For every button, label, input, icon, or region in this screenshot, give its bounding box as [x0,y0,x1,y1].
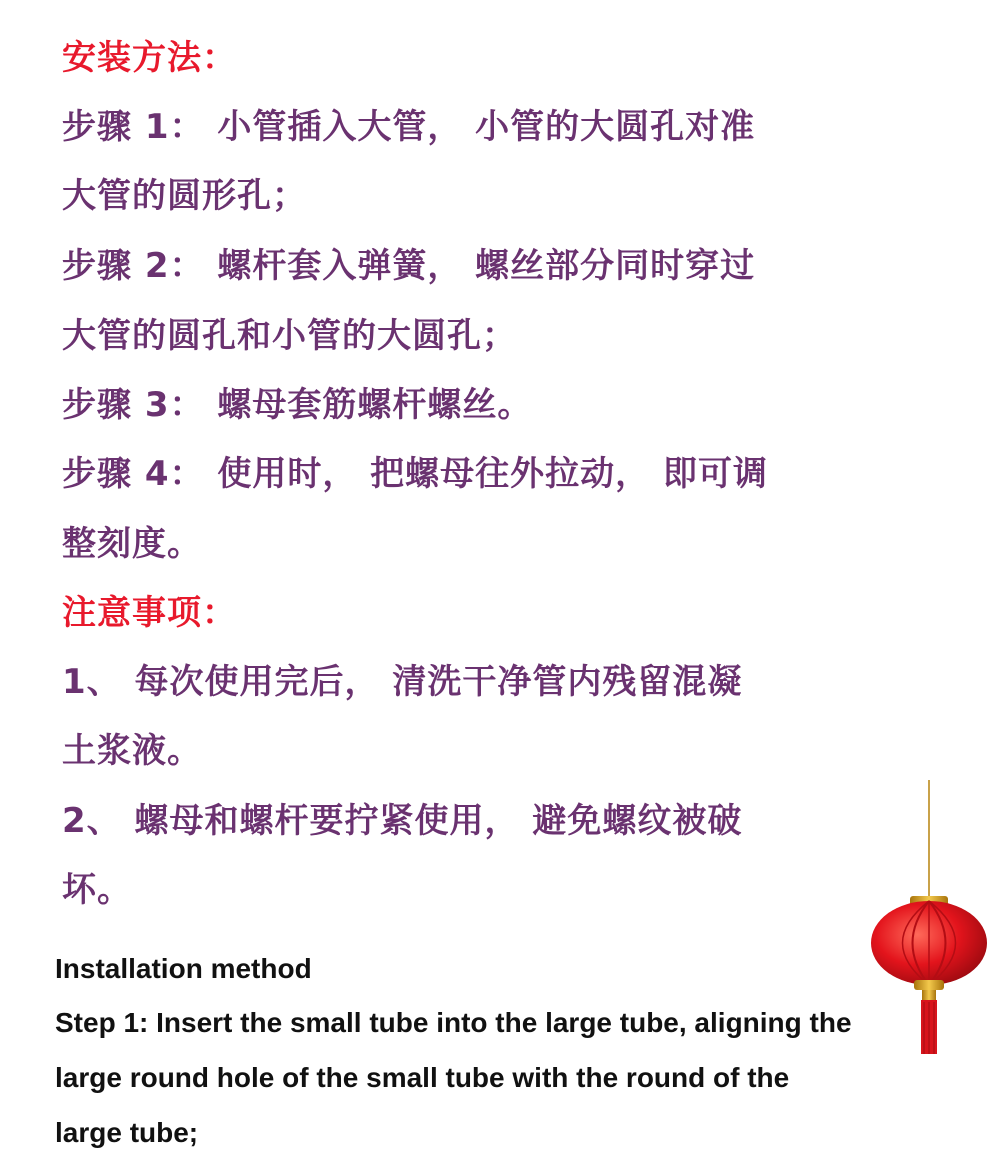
install-step-2-line-2: 大管的圆孔和小管的大圆孔； [62,316,517,356]
note-1-line-1: 1、 每次使用完后， 清洗干净管内残留混凝 [62,662,743,702]
english-heading: Installation method [55,953,312,984]
red-lantern-icon [866,780,990,1060]
install-step-4-line-2: 整刻度。 [62,524,202,564]
install-step-3: 步骤 3： 螺母套筋螺杆螺丝。 [62,385,533,425]
english-step-1-line-2: large round hole of the small tube with the round of the [55,1062,790,1093]
note-2-line-2: 坏。 [62,870,132,910]
note-1-line-2: 土浆液。 [62,731,202,771]
note-2-line-1: 2、 螺母和螺杆要拧紧使用， 避免螺纹被破 [62,801,743,841]
english-step-1-line-3: large tube; [55,1117,199,1148]
install-step-4-line-1: 步骤 4： 使用时， 把螺母往外拉动， 即可调 [62,454,769,494]
install-heading: 安装方法： [62,38,237,78]
install-step-1-line-1: 步骤 1： 小管插入大管， 小管的大圆孔对准 [62,107,756,147]
install-step-2-line-1: 步骤 2： 螺杆套入弹簧， 螺丝部分同时穿过 [62,246,756,286]
install-step-1-line-2: 大管的圆形孔； [62,176,307,216]
notes-heading: 注意事项： [62,593,237,633]
english-step-1-line-1: Step 1: Insert the small tube into the large tube, aligning the [55,1007,852,1038]
